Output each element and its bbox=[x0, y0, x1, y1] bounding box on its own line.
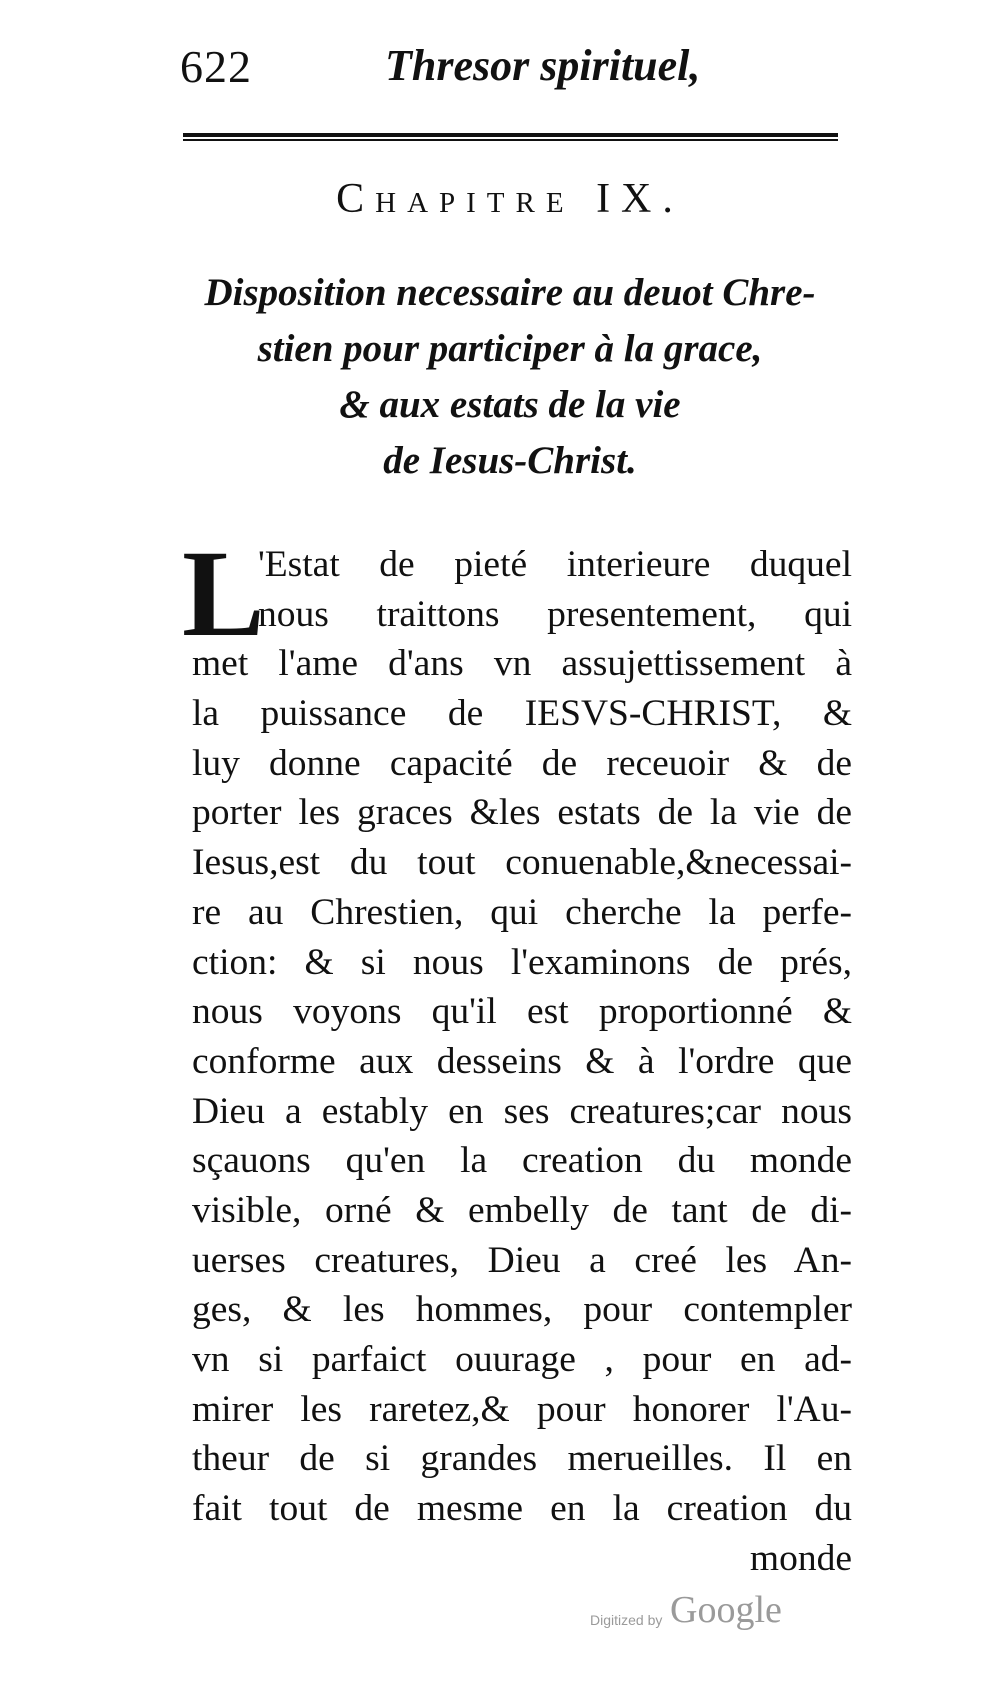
watermark-logo-text: Google bbox=[670, 1589, 782, 1631]
text-line: visible, orné & embelly de tant de di- bbox=[192, 1189, 852, 1231]
text-line: nous traittons presentement, qui bbox=[258, 593, 852, 635]
text-line: ges, & les hommes, pour contempler bbox=[192, 1289, 852, 1331]
text-line: la puissance de IESVS-CHRIST, & bbox=[192, 693, 852, 735]
text-line: 'Estat de pieté interieure duquel bbox=[258, 544, 852, 585]
chapter-title-line: & aux estats de la vie bbox=[339, 383, 681, 426]
text-line: theur de si grandes merueilles. Il en bbox=[192, 1438, 852, 1480]
header-rule bbox=[183, 133, 838, 141]
text-line: Iesus,est du tout conuenable,&necessai- bbox=[192, 842, 852, 884]
text-line: sçauons qu'en la creation du monde bbox=[192, 1140, 852, 1182]
text-line: nous voyons qu'il est proportionné & bbox=[192, 991, 852, 1033]
text-line: re au Chrestien, qui cherche la perfe- bbox=[192, 891, 852, 933]
watermark-small-text: Digitized by bbox=[590, 1612, 663, 1628]
text-line: fait tout de mesme en la creation du bbox=[192, 1488, 852, 1530]
digitized-watermark bbox=[590, 1588, 810, 1638]
catchword: monde bbox=[749, 1537, 852, 1579]
text-line: mirer les raretez,& pour honorer l'Au- bbox=[192, 1388, 852, 1430]
text-line: Dieu a estably en ses creatures;car nous bbox=[192, 1090, 852, 1132]
running-title: Thresor spirituel, bbox=[385, 41, 701, 90]
chapter-heading: Chapitre IX. bbox=[336, 176, 684, 222]
text-line: conforme aux desseins & à l'ordre que bbox=[192, 1040, 852, 1082]
text-line: porter les graces &les estats de la vie de bbox=[192, 792, 852, 834]
page-number: 622 bbox=[180, 41, 252, 92]
text-line: met l'ame d'ans vn assujettissement à bbox=[192, 643, 852, 685]
running-head bbox=[180, 40, 840, 100]
chapter-title-line: Disposition necessaire au deuot Chre- bbox=[204, 271, 816, 314]
text-line: ction: & si nous l'examinons de prés, bbox=[192, 941, 852, 983]
chapter-title-line: de Iesus-Christ. bbox=[383, 439, 637, 482]
text-line: luy donne capacité de receuoir & de bbox=[192, 742, 852, 784]
chapter-title bbox=[175, 265, 845, 489]
text-line: uerses creatures, Dieu a creé les An- bbox=[192, 1239, 852, 1281]
text-line: vn si parfaict ouurage , pour en ad- bbox=[192, 1339, 852, 1380]
body-text bbox=[182, 525, 852, 1583]
chapter-title-line: stien pour participer à la grace, bbox=[257, 327, 763, 370]
drop-cap: L bbox=[182, 525, 265, 662]
